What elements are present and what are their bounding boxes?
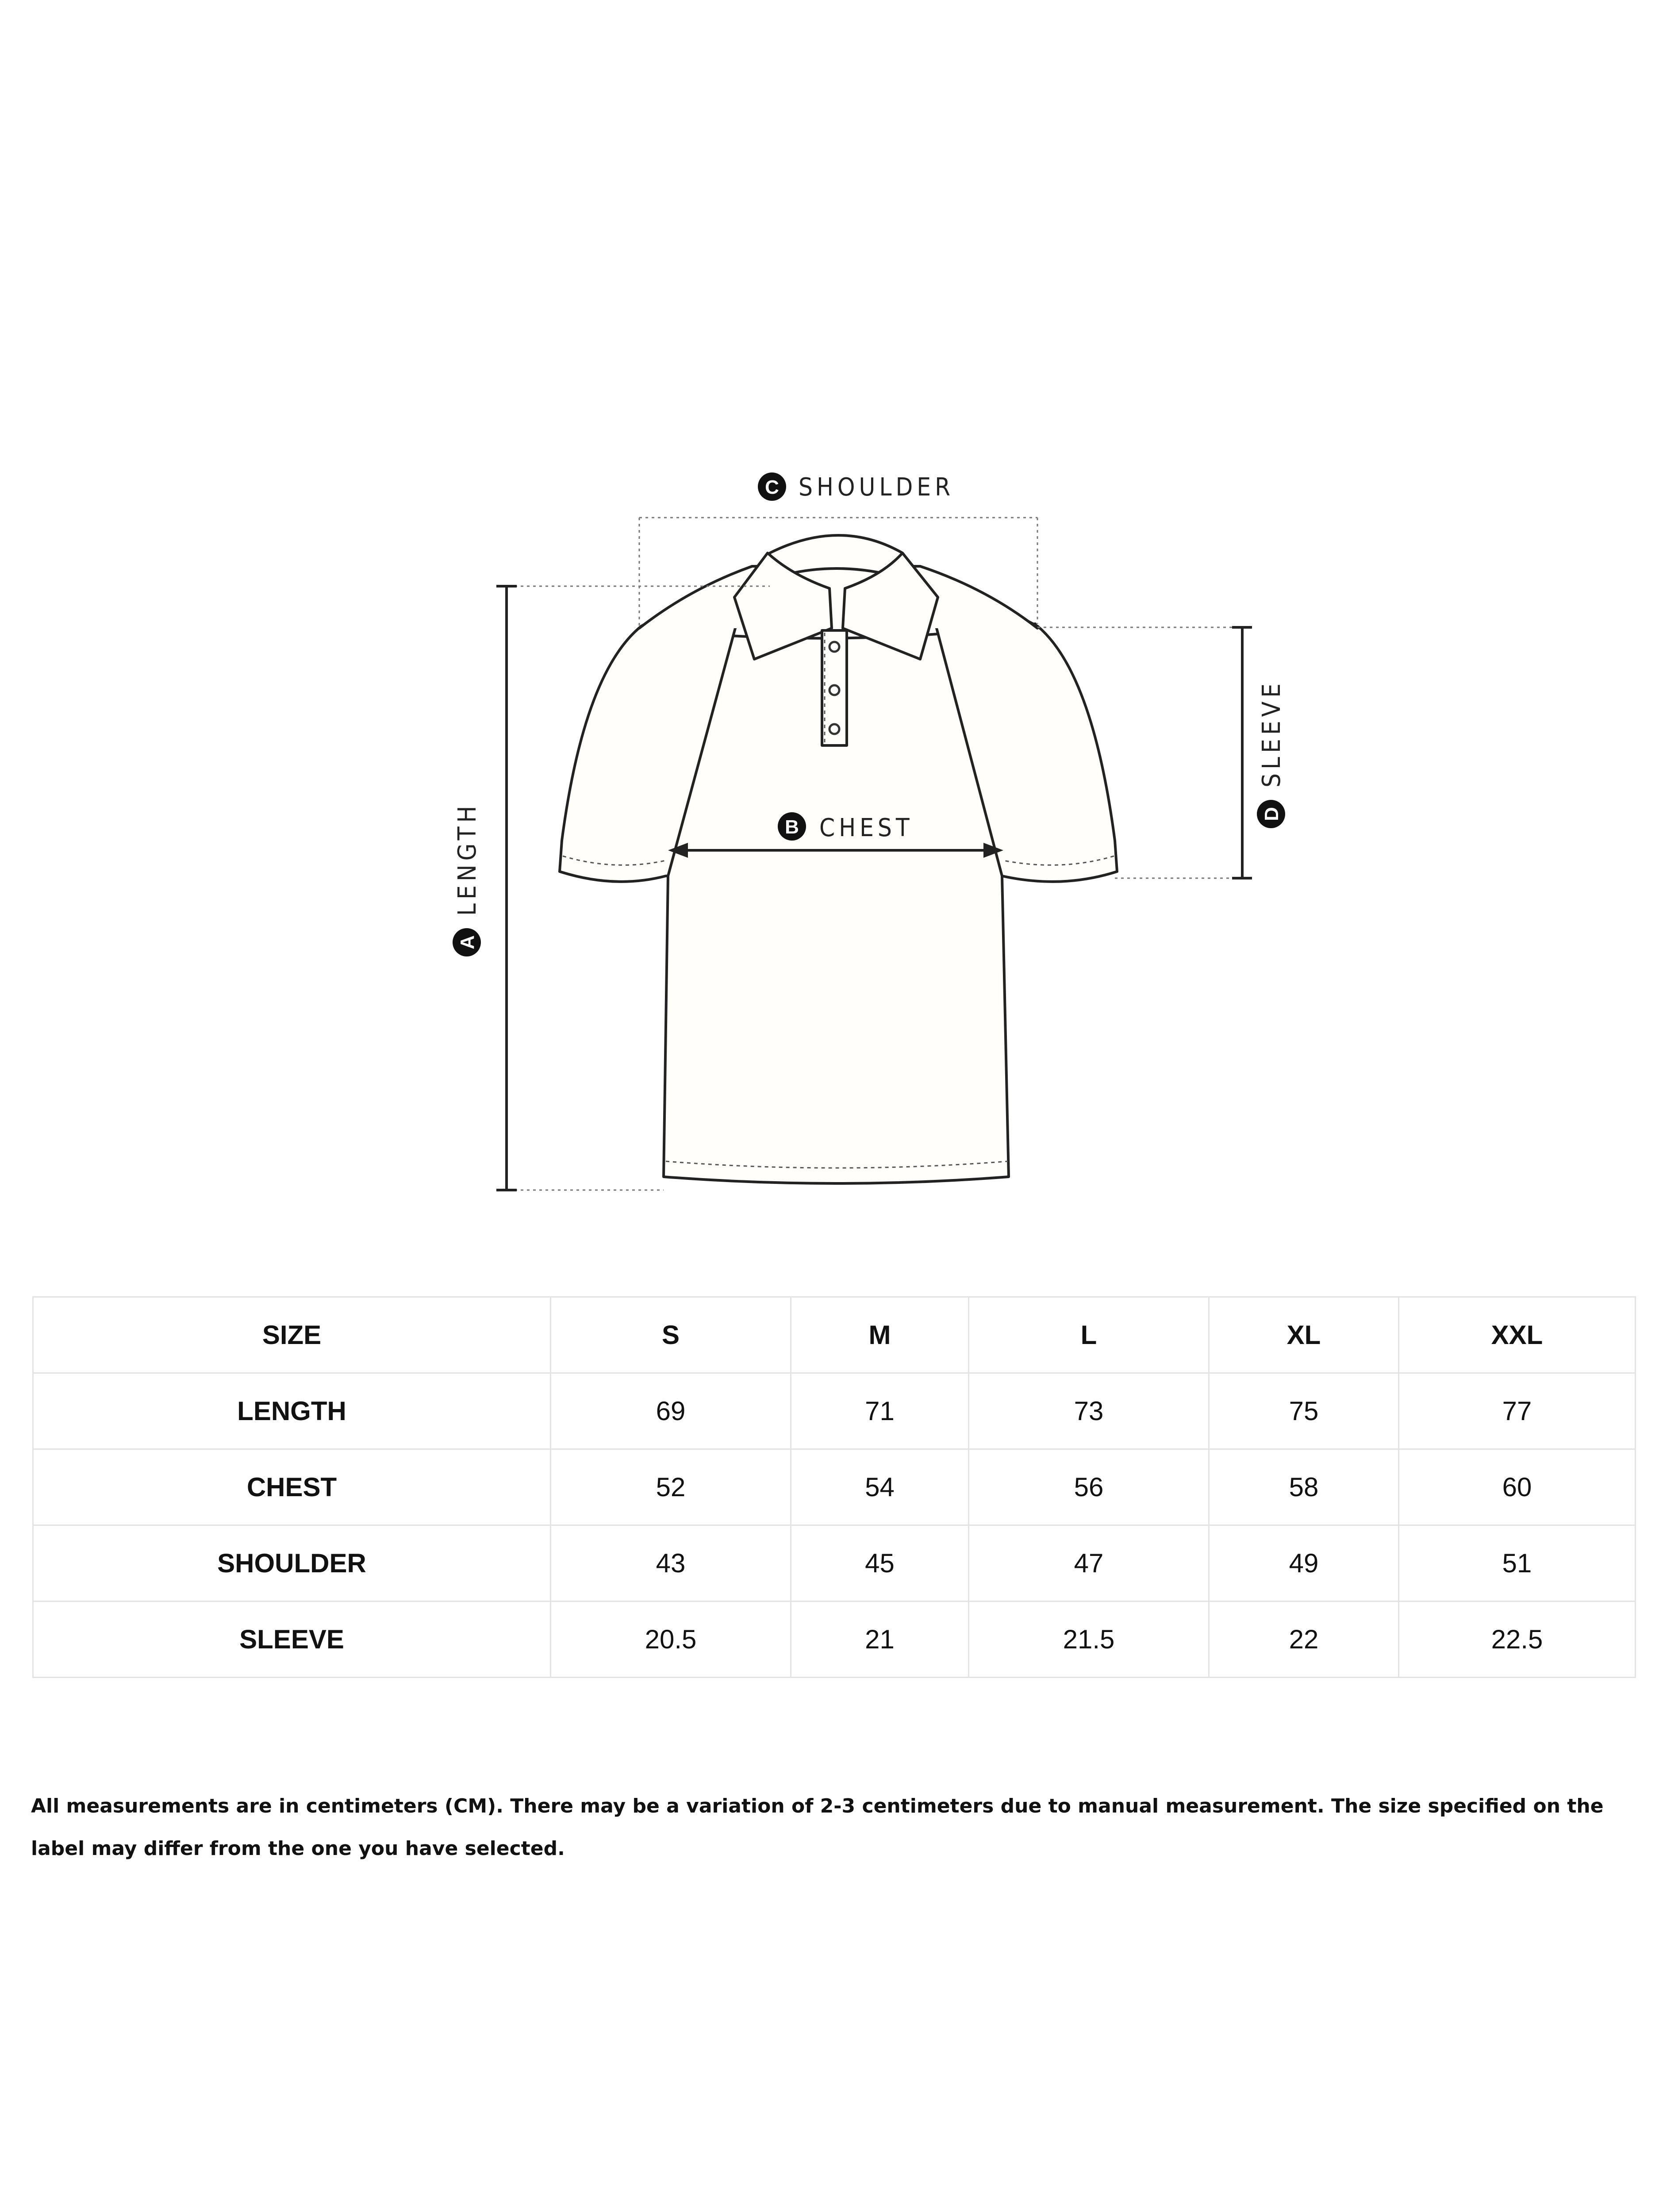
polo-shirt-icon [560, 535, 1117, 1183]
row-label: SHOULDER [33, 1525, 551, 1601]
length-label-text: LENGTH [453, 802, 482, 916]
table-cell: 49 [1209, 1525, 1399, 1601]
table-cell: 22 [1209, 1601, 1399, 1678]
row-label: CHEST [33, 1449, 551, 1525]
table-cell: 51 [1399, 1525, 1636, 1601]
table-cell: 58 [1209, 1449, 1399, 1525]
table-row-sleeve [33, 1601, 1636, 1678]
table-row-chest [33, 1449, 1636, 1525]
sleeve-label [1257, 680, 1286, 828]
table-cell: 54 [791, 1449, 969, 1525]
measurement-note: All measurements are in centimeters (CM). There may be a variation of 2-3 centimeters due to manual measurement. The size specified on the label may differ from the one you have selected. [31, 1795, 1604, 1860]
shoulder-label [758, 472, 954, 502]
table-cell: 21 [791, 1601, 969, 1678]
header-xl: XL [1209, 1297, 1399, 1373]
table-cell: 77 [1399, 1373, 1636, 1449]
chest-label-text: CHEST [819, 814, 914, 842]
table-cell: 43 [551, 1525, 791, 1601]
table-cell: 56 [969, 1449, 1209, 1525]
table-row-shoulder [33, 1525, 1636, 1601]
table-header-row [33, 1297, 1636, 1373]
chest-badge-letter: B [785, 816, 799, 838]
row-label: SLEEVE [33, 1601, 551, 1678]
table-cell: 52 [551, 1449, 791, 1525]
table-cell: 47 [969, 1525, 1209, 1601]
header-l: L [969, 1297, 1209, 1373]
header-xxl: XXL [1399, 1297, 1636, 1373]
table-cell: 20.5 [551, 1601, 791, 1678]
row-label: LENGTH [33, 1373, 551, 1449]
table-row-length [33, 1373, 1636, 1449]
table-cell: 21.5 [969, 1601, 1209, 1678]
header-size: SIZE [33, 1297, 551, 1373]
table-cell: 73 [969, 1373, 1209, 1449]
shoulder-label-text: SHOULDER [799, 473, 955, 502]
shoulder-badge-letter: C [765, 476, 779, 498]
table-cell: 60 [1399, 1449, 1636, 1525]
table-cell: 69 [551, 1373, 791, 1449]
table-cell: 75 [1209, 1373, 1399, 1449]
length-label [453, 802, 482, 956]
table-cell: 71 [791, 1373, 969, 1449]
header-s: S [551, 1297, 791, 1373]
sleeve-label-text: SLEEVE [1257, 680, 1286, 787]
chest-label [778, 812, 914, 842]
sleeve-badge-letter: D [1261, 807, 1283, 821]
length-badge-letter: A [457, 935, 478, 949]
table-cell: 45 [791, 1525, 969, 1601]
size-chart-table [32, 1296, 1636, 1678]
header-m: M [791, 1297, 969, 1373]
table-cell: 22.5 [1399, 1601, 1636, 1678]
